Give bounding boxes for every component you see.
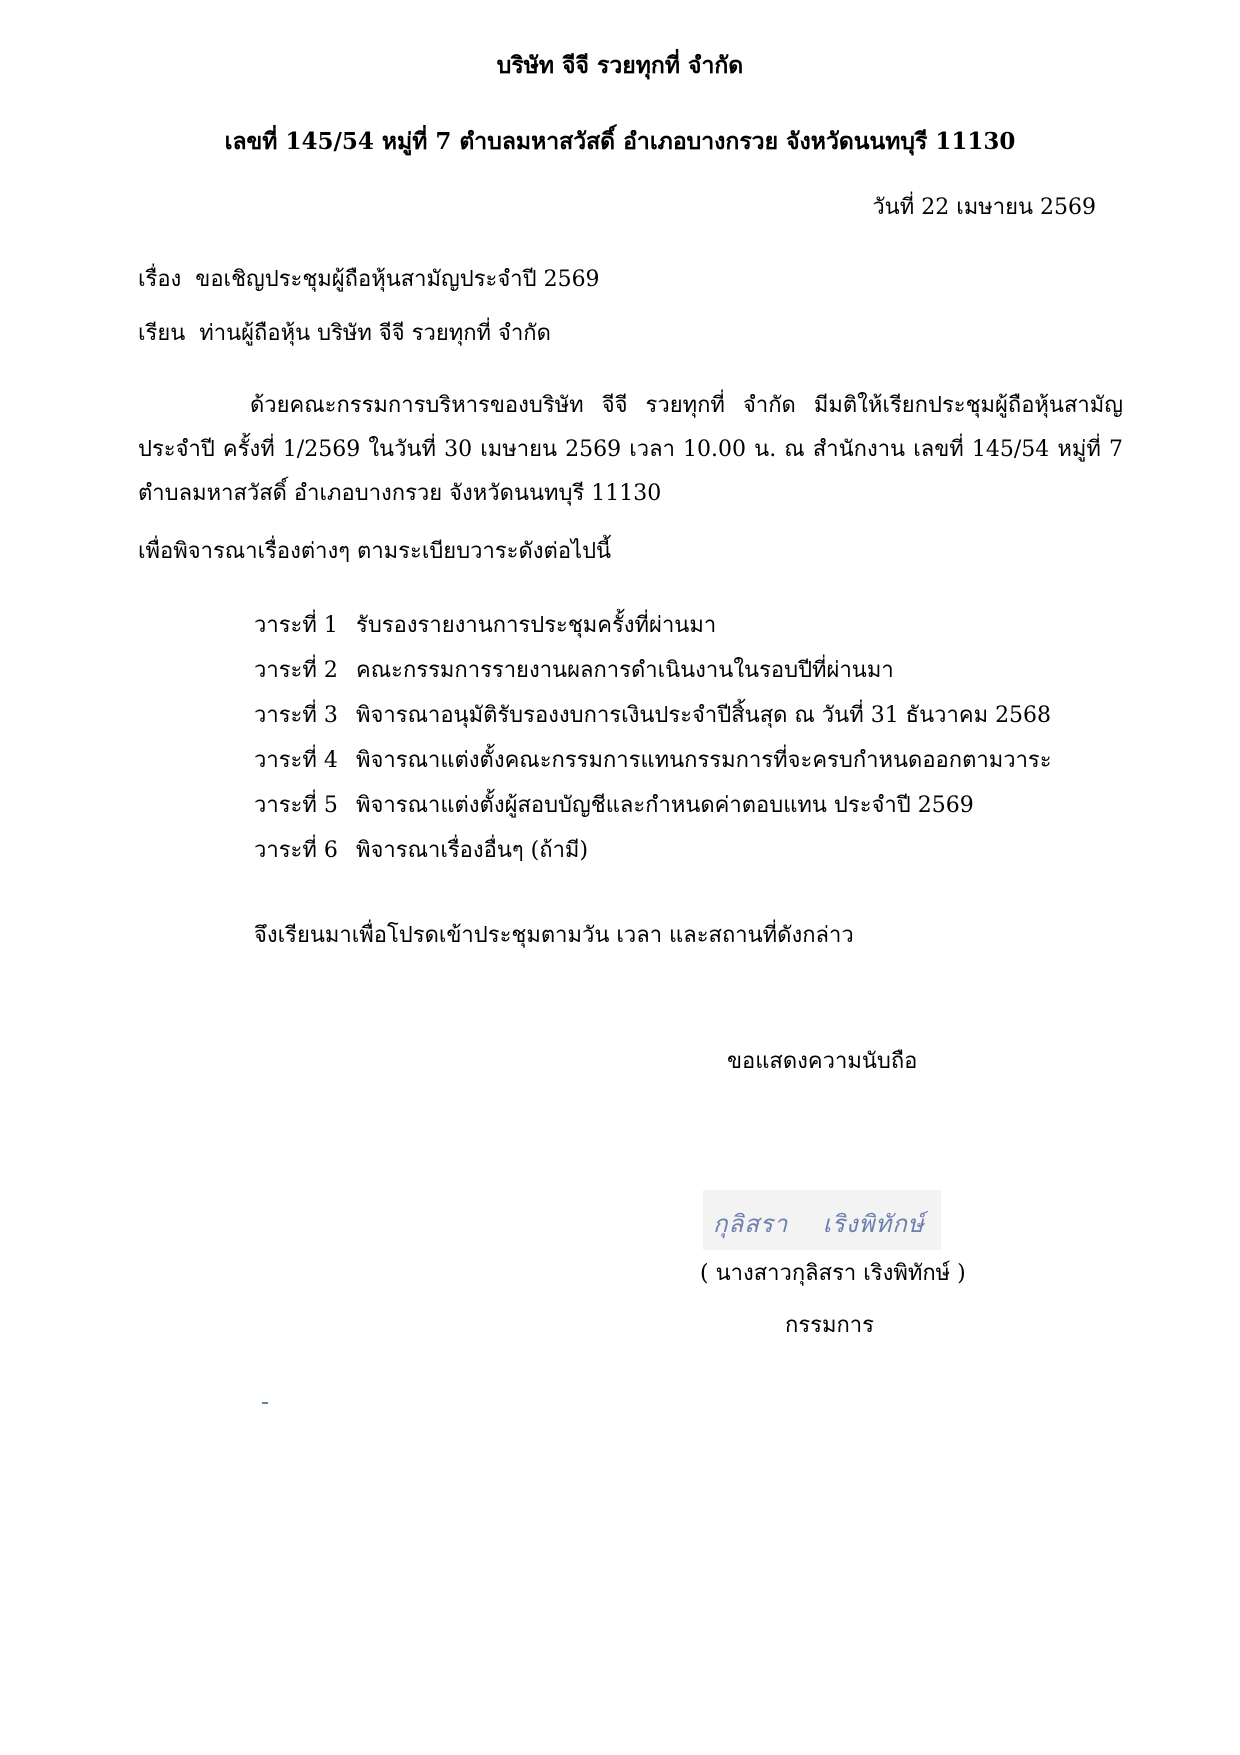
agenda-item bbox=[254, 657, 894, 685]
closing-regards: ขอแสดงความนับถือ bbox=[727, 1049, 918, 1074]
agenda-text: พิจารณาเรื่องอื่นๆ (ถ้ามี) bbox=[356, 838, 589, 863]
agenda-number: วาระที่ 4 bbox=[254, 748, 338, 773]
agenda-text: คณะกรรมการรายงานผลการดำเนินงานในรอบปีที่ผ่านมา bbox=[356, 658, 894, 683]
agenda-item bbox=[254, 747, 1052, 775]
recipient-text: ท่านผู้ถือหุ้น บริษัท จีจี รวยทุกที่ จำกัด bbox=[199, 321, 551, 346]
agenda-intro: เพื่อพิจารณาเรื่องต่างๆ ตามระเบียบวาระดังต่อไปนี้ bbox=[138, 539, 612, 564]
agenda-number: วาระที่ 5 bbox=[254, 793, 338, 818]
agenda-number: วาระที่ 6 bbox=[254, 838, 338, 863]
agenda-number: วาระที่ 1 bbox=[254, 613, 338, 638]
agenda-item bbox=[254, 792, 974, 820]
agenda-number: วาระที่ 2 bbox=[254, 658, 338, 683]
signatory-name: ( นางสาวกุลิสรา เริงพิทักษ์ ) bbox=[700, 1261, 966, 1286]
letter-date: วันที่ 22 เมษายน 2569 bbox=[872, 195, 1096, 220]
agenda-text: พิจารณาแต่งตั้งคณะกรรมการแทนกรรมการที่จะครบกำหนดออกตามวาระ bbox=[356, 748, 1052, 773]
agenda-number: วาระที่ 3 bbox=[254, 703, 338, 728]
stray-mark bbox=[262, 1402, 268, 1404]
agenda-text: พิจารณาอนุมัติรับรองงบการเงินประจำปีสิ้นสุด ณ วันที่ 31 ธันวาคม 2568 bbox=[356, 703, 1052, 728]
agenda-item bbox=[254, 702, 1051, 730]
body-paragraph-text: ด้วยคณะกรรมการบริหารของบริษัท จีจี รวยทุกที่ จำกัด มีมติให้เรียกประชุมผู้ถือหุ้นสามัญประจำปี ครั้งที่ 1/2569 ในวันที่ 30 เมษายน 2569 เวลา 10.00 น. ณ สำนักงาน เลขที่ 145/54 หมู่ที่ 7 ตำบลมหาสวัสดิ์ อำเภอบางกรวย จังหวัดนนทบุรี 11130 bbox=[138, 393, 1123, 506]
signatory-title: กรรมการ bbox=[785, 1313, 874, 1338]
subject-text: ขอเชิญประชุมผู้ถือหุ้นสามัญประจำปี 2569 bbox=[195, 267, 600, 292]
company-address: เลขที่ 145/54 หมู่ที่ 7 ตำบลมหาสวัสดิ์ อำเภอบางกรวย จังหวัดนนทบุรี 11130 bbox=[224, 128, 1016, 155]
agenda-item bbox=[254, 612, 716, 640]
subject-line bbox=[138, 266, 600, 294]
agenda-text: พิจารณาแต่งตั้งผู้สอบบัญชีและกำหนดค่าตอบแทน ประจำปี 2569 bbox=[356, 793, 974, 818]
signature-handwriting: กุลิสรา เริงพิทักษ์ bbox=[713, 1210, 925, 1238]
recipient-label: เรียน bbox=[138, 321, 186, 346]
company-name: บริษัท จีจี รวยทุกที่ จำกัด bbox=[496, 52, 744, 79]
closing-invitation: จึงเรียนมาเพื่อโปรดเข้าประชุมตามวัน เวลา และสถานที่ดังกล่าว bbox=[254, 923, 854, 948]
agenda-text: รับรองรายงานการประชุมครั้งที่ผ่านมา bbox=[356, 613, 717, 638]
subject-label: เรื่อง bbox=[138, 267, 182, 292]
handwritten-signature bbox=[703, 1190, 941, 1250]
agenda-item bbox=[254, 837, 588, 865]
body-paragraph bbox=[138, 384, 1123, 516]
recipient-line bbox=[138, 320, 551, 348]
